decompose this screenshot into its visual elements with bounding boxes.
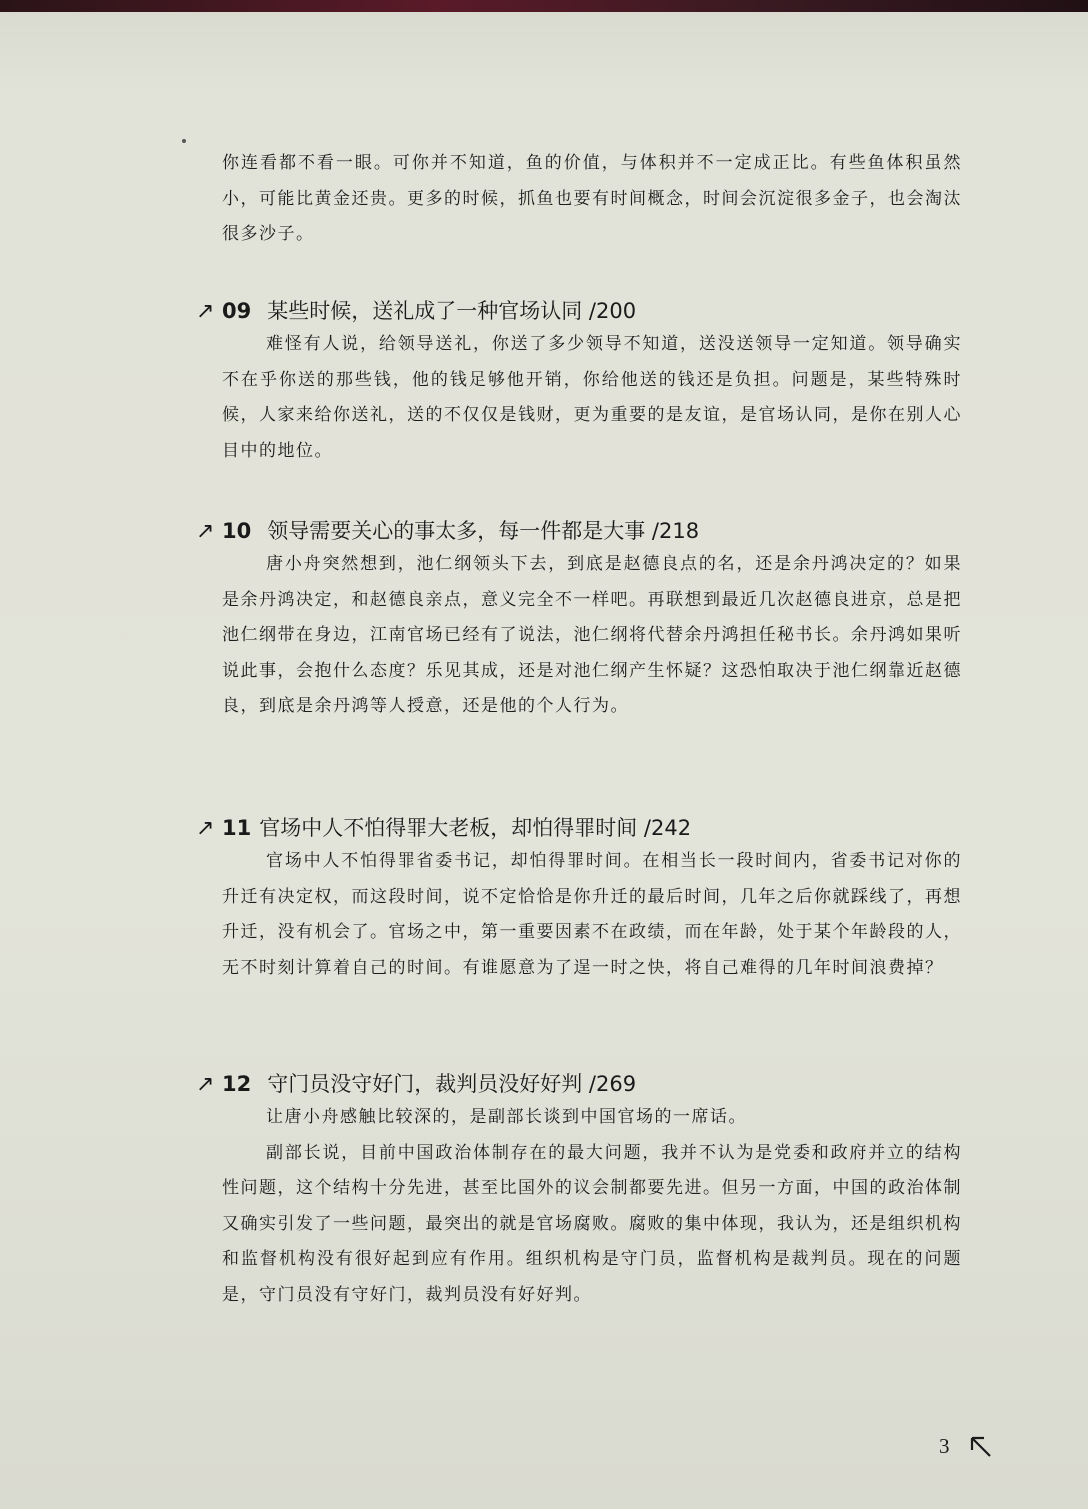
section-paragraph: 副部长说，目前中国政治体制存在的最大问题，我并不认为是党委和政府并立的结构性问题，这个结构十分先进，甚至比国外的议会制都要先进。但另一方面，中国的政治体制又确实引发了一些问题，最突出的就是官场腐败。腐败的集中体现，我认为，还是组织机构和监督机构没有很好起到应有作用。组织机构是守门员，监督机构是裁判员。现在的问题是，守门员没有守好门，裁判员没有好好判。: [222, 1142, 962, 1305]
section-heading: [196, 812, 976, 844]
section-12: [196, 1068, 976, 1313]
arrow-up-left-icon: [968, 1434, 994, 1460]
section-10: [196, 515, 976, 725]
intro-paragraph: 你连看都不看一眼。可你并不知道，鱼的价值，与体积并不一定成正比。有些鱼体积虽然小，可能比黄金还贵。更多的时候，抓鱼也要有时间概念，时间会沉淀很多金子，也会淘汰很多沙子。: [222, 153, 962, 244]
section-title: 领导需要关心的事太多，每一件都是大事 /218: [267, 519, 700, 543]
arrow-up-right-icon: ↗: [196, 519, 215, 544]
section-number: 12: [222, 1072, 252, 1096]
section-number: 09: [222, 299, 252, 323]
section-number: 10: [222, 519, 252, 543]
arrow-up-right-icon: ↗: [196, 1072, 215, 1097]
arrow-up-right-icon: ↗: [196, 816, 215, 841]
section-heading: [196, 515, 976, 547]
arrow-up-right-icon: ↗: [196, 299, 215, 324]
section-title: 官场中人不怕得罪大老板，却怕得罪时间 /242: [259, 816, 692, 840]
section-title: 某些时候，送礼成了一种官场认同 /200: [267, 299, 637, 323]
margin-dot: [182, 139, 186, 143]
section-heading: [196, 1068, 976, 1100]
section-paragraph: 难怪有人说，给领导送礼，你送了多少领导不知道，送没送领导一定知道。领导确实不在乎你送的那些钱，他的钱足够他开销，你给他送的钱还是负担。问题是，某些特殊时候，人家来给你送礼，送的不仅仅是钱财，更为重要的是友谊，是官场认同，是你在别人心目中的地位。: [222, 334, 962, 461]
top-edge: [0, 0, 1088, 12]
section-paragraph: 官场中人不怕得罪省委书记，却怕得罪时间。在相当长一段时间内，省委书记对你的升迁有决定权，而这段时间，说不定恰恰是你升迁的最后时间，几年之后你就踩线了，再想升迁，没有机会了。官场之中，第一重要因素不在政绩，而在年龄，处于某个年龄段的人，无不时刻计算着自己的时间。有谁愿意为了逞一时之快，将自己难得的几年时间浪费掉？: [222, 851, 962, 978]
section-title: 守门员没守好门，裁判员没好好判 /269: [267, 1072, 637, 1096]
section-number: 11: [222, 816, 252, 840]
section-paragraph: 唐小舟突然想到，池仁纲领头下去，到底是赵德良点的名，还是余丹鸿决定的？如果是余丹鸿决定，和赵德良亲点，意义完全不一样吧。再联想到最近几次赵德良进京，总是把池仁纲带在身边，江南官场已经有了说法，池仁纲将代替余丹鸿担任秘书长。余丹鸿如果听说此事，会抱什么态度？乐见其成，还是对池仁纲产生怀疑？这恐怕取决于池仁纲靠近赵德良，到底是余丹鸿等人授意，还是他的个人行为。: [222, 554, 962, 716]
section-heading: [196, 295, 976, 327]
section-11: [196, 812, 976, 986]
section-paragraph: 让唐小舟感触比较深的，是副部长谈到中国官场的一席话。: [266, 1107, 747, 1127]
section-09: [196, 295, 976, 469]
page-number: 3: [939, 1434, 950, 1458]
